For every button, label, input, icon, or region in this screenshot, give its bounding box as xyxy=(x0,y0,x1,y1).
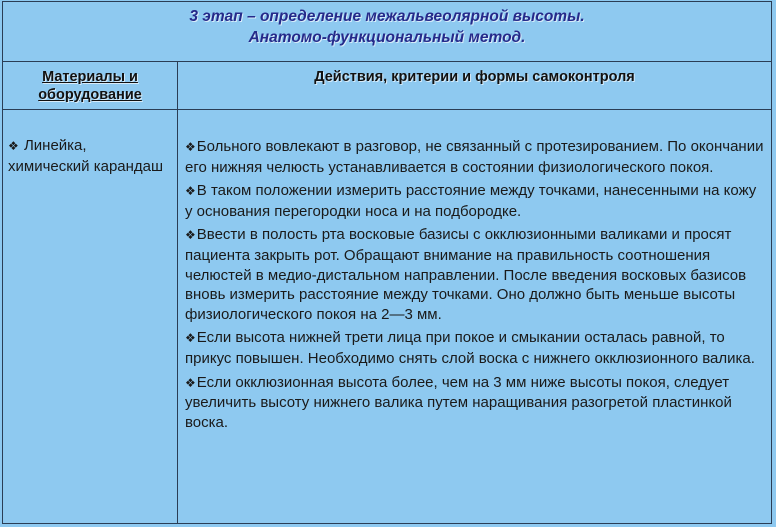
title-line-1: 3 этап – определение межальвеолярной высоты. xyxy=(189,8,585,25)
action-text: Ввести в полость рта восковые базисы с окклюзионными валиками и просят пациента закрыть рот. Обращают внимание на правильность соотношения челюстей в медио-дистальном направлении. После введения восковых базисов вновь измерить расстояние между точками. Оно должно быть меньше высоты физиологического покоя на 2—3 мм. xyxy=(185,226,747,323)
action-text: Если высота нижней трети лица при покое и смыкании осталась равной, то прикус повышен. Необходимо снять слой воска с нижнего окклюзионного валика. xyxy=(185,329,755,367)
header-materials: Материалы и оборудование xyxy=(38,69,142,103)
action-item xyxy=(185,328,765,368)
column-divider xyxy=(177,62,178,524)
action-item xyxy=(185,225,765,324)
header-divider xyxy=(3,109,771,110)
actions-cell xyxy=(185,137,765,436)
diamond-bullet-icon: ❖ xyxy=(185,184,196,199)
diamond-bullet-icon: ❖ xyxy=(185,375,196,390)
materials-cell xyxy=(8,136,168,176)
materials-text: Линейка, химический карандаш xyxy=(8,137,164,175)
action-item xyxy=(185,181,765,221)
diamond-bullet-icon: ❖ xyxy=(185,331,196,346)
diamond-bullet-icon: ❖ xyxy=(8,139,19,153)
action-text: Больного вовлекают в разговор, не связанный с протезированием. По окончании его нижняя челюсть устанавливается в состоянии физиологического покоя. xyxy=(185,138,764,176)
diamond-bullet-icon: ❖ xyxy=(185,140,196,154)
action-text: Если окклюзионная высота более, чем на 3 мм ниже высоты покоя, следует увеличить высоту нижнего валика путем наращивания разогретой пластинкой воска. xyxy=(185,373,732,431)
action-item xyxy=(185,137,765,177)
action-text: В таком положении измерить расстояние между точками, нанесенными на кожу у основания перегородки носа и на подбородке. xyxy=(185,182,757,220)
header-actions: Действия, критерии и формы самоконтроля xyxy=(314,69,635,85)
slide-title xyxy=(3,2,771,62)
diamond-bullet-icon: ❖ xyxy=(185,228,196,243)
title-line-2: Анатомо-функциональный метод. xyxy=(248,29,526,46)
action-item xyxy=(185,373,765,433)
